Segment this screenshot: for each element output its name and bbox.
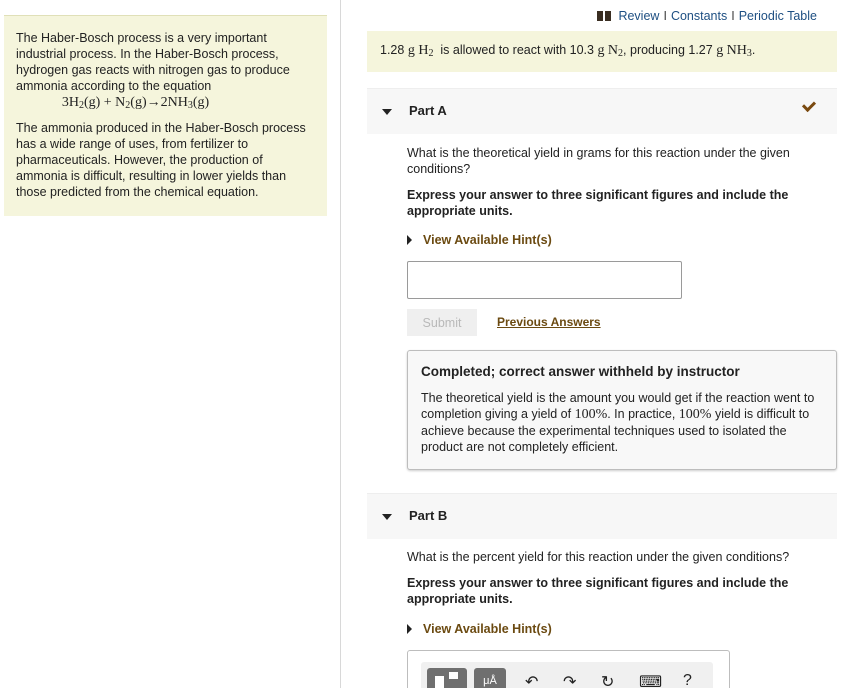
review-link[interactable]: Review [618, 9, 660, 23]
part-b-header[interactable] [367, 493, 837, 539]
n-symbol: N [607, 43, 619, 58]
unit-g: g [597, 43, 605, 58]
part-a-title: Part A [409, 103, 447, 118]
units-button[interactable]: μÅ [474, 668, 506, 688]
eq-sub-3: 3 [187, 100, 193, 111]
nh-sub: 3 [746, 48, 752, 59]
keyboard-icon[interactable]: ⌨ [639, 672, 663, 688]
template-icon [449, 672, 458, 679]
help-icon[interactable]: ? [683, 672, 692, 688]
statement-text-1: is allowed to react with 10.3 [440, 43, 594, 57]
feedback-percent-2: 100% [678, 407, 712, 422]
n-sub: 2 [618, 48, 624, 59]
statement-period: . [751, 43, 756, 57]
intro-paragraph-1: The Haber-Bosch process is a very important industrial process. In the Haber-Bosch process, hydrogen gas reacts with nitrogen gas to produce ammonia according to the equation [16, 31, 290, 93]
part-b-instruction: Express your answer to three significant figures and include the appropriate units. [407, 576, 789, 606]
part-b-title: Part B [409, 508, 448, 523]
feedback-text-2: . In practice, [607, 407, 679, 421]
feedback-percent-1: 100% [574, 407, 608, 422]
link-separator: I [663, 9, 667, 23]
book-icon [597, 11, 611, 21]
hint-label: View Available Hint(s) [423, 233, 552, 247]
reset-icon[interactable]: ↻ [601, 672, 615, 688]
intro-panel [4, 15, 327, 216]
part-a-question: What is the theoretical yield in grams for this reaction under the given conditions? [407, 146, 790, 176]
expand-triangle-icon [407, 235, 412, 245]
feedback-text-3: yield is difficult to achieve because the experimental techniques used to isolated the product are not completely efficient. [421, 407, 810, 454]
feedback-title: Completed; correct answer withheld by instructor [421, 364, 740, 379]
mass-h2: 1.28 [380, 43, 405, 57]
feedback-text-1: The theoretical yield is the amount you would get if the reaction went to completion giving a yield of [421, 391, 815, 421]
eq-sub-2: 2 [125, 100, 131, 111]
nh-symbol: NH [726, 43, 747, 58]
periodic-table-link[interactable]: Periodic Table [738, 9, 817, 23]
redo-icon[interactable]: ↷ [563, 672, 577, 688]
template-icon [435, 676, 444, 688]
part-b-hint-toggle[interactable] [407, 622, 552, 636]
h2-formula [418, 43, 433, 58]
hint-label: View Available Hint(s) [423, 622, 552, 636]
column-divider [340, 0, 341, 688]
unit-g: g [716, 43, 724, 58]
n2-formula [608, 43, 623, 58]
checkmark-icon [802, 98, 816, 112]
eq-part-2: (g) + N [83, 95, 126, 110]
feedback-box [407, 350, 837, 470]
feedback-text [421, 390, 823, 455]
undo-icon[interactable]: ↶ [525, 672, 539, 688]
eq-sub-1: 2 [78, 100, 84, 111]
problem-statement [367, 31, 837, 72]
part-b-question: What is the percent yield for this reaction under the given conditions? [407, 550, 790, 564]
math-toolbar [407, 650, 730, 688]
expand-triangle-icon [407, 624, 412, 634]
part-a-header[interactable] [367, 88, 837, 134]
haber-bosch-equation [0, 95, 315, 111]
templates-button[interactable] [427, 668, 467, 688]
constants-link[interactable]: Constants [670, 9, 728, 23]
eq-part-3: (g)→2NH [130, 95, 188, 110]
nh3-formula [727, 43, 752, 58]
h-symbol: H [418, 43, 429, 58]
part-a-instruction: Express your answer to three significant figures and include the appropriate units. [407, 188, 789, 218]
eq-reactant-1: 3H [61, 95, 79, 110]
unit-g: g [407, 43, 415, 58]
collapse-triangle-icon[interactable] [382, 514, 392, 520]
h-sub: 2 [428, 48, 434, 59]
answer-input[interactable] [407, 261, 682, 299]
part-a-hint-toggle[interactable] [407, 233, 552, 247]
toolbar-strip [421, 662, 713, 688]
link-separator: I [731, 9, 735, 23]
statement-text-2: , producing 1.27 [623, 43, 713, 57]
top-links [597, 9, 817, 23]
submit-button[interactable]: Submit [407, 309, 477, 336]
intro-paragraph-2: The ammonia produced in the Haber-Bosch process has a wide range of uses, from fertilizer to pharmaceuticals. However, the production of ammonia is difficult, resulting in lower yields than those predicted from the chemical equation. [16, 121, 306, 199]
eq-part-4: (g) [192, 95, 210, 110]
previous-answers-link[interactable]: Previous Answers [497, 315, 601, 329]
collapse-triangle-icon[interactable] [382, 109, 392, 115]
